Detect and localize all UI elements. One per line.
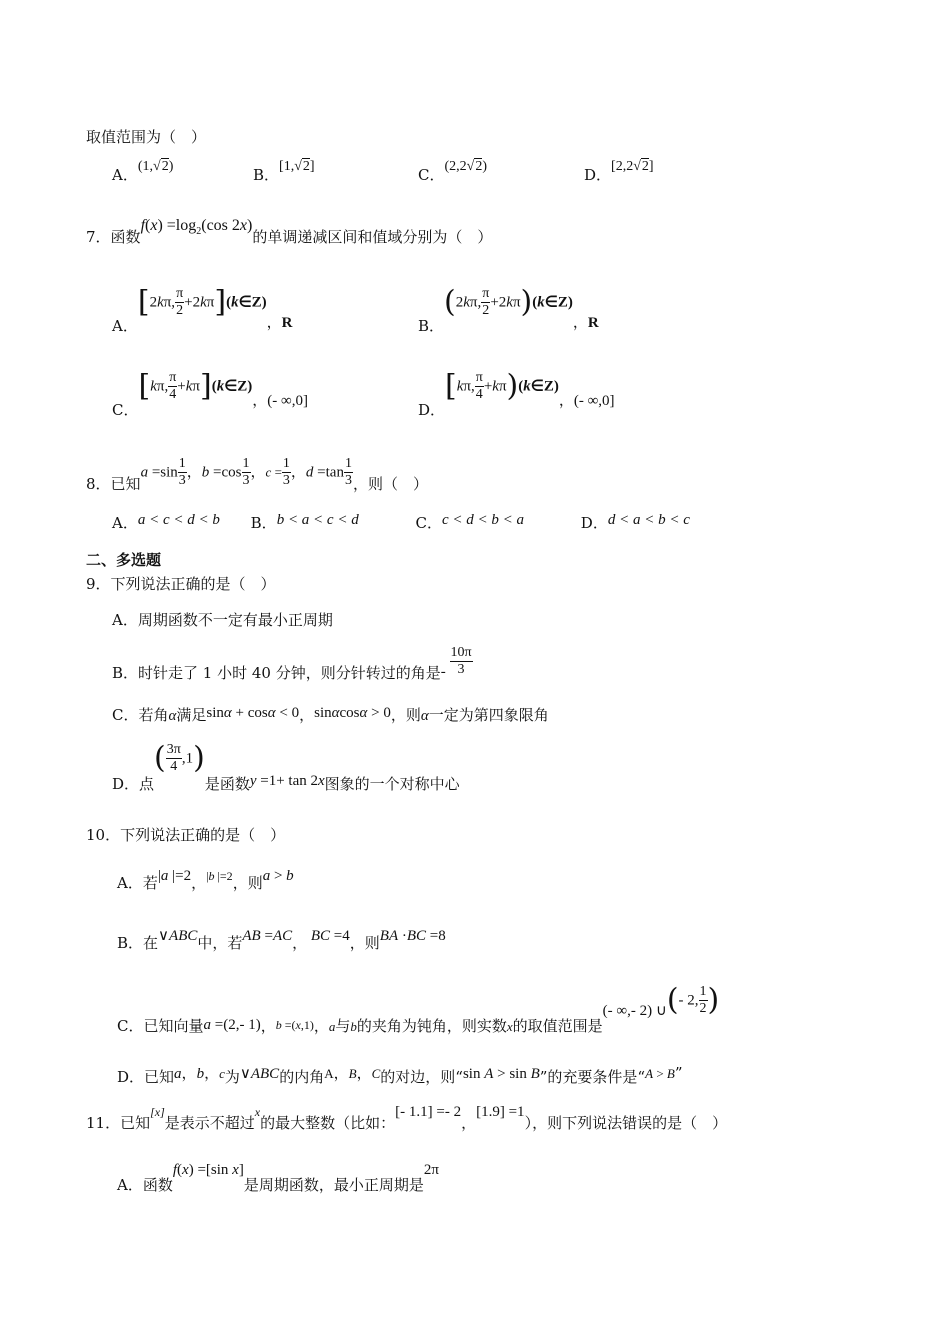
q8-stem: 8．已知a =sin $\frac{1}{3}$ ，b =cos $\frac{1}{3}$ ，c = $\frac{1}{3}$ ，d =tan $\frac{1}{3}$ ，则（ ）: [86, 456, 428, 493]
q9-stem: 9．下列说法正确的是（ ）: [86, 575, 276, 593]
q6-option-d: D．[2,2√2]: [584, 159, 654, 184]
q7-option-c: C．[kπ, $\frac{\pi}{4}$ +kπ](k∈Z)，(- ∞,0]: [112, 368, 308, 419]
q7-option-d: D．[kπ, $\frac{\pi}{4}$ +kπ)(k∈Z)，(- ∞,0]: [418, 368, 615, 419]
q8-options: A．a < c < d < b B．b < a < c < d C．c < d < b < a D．d < a < b < c: [112, 512, 690, 532]
q10-option-b: B．在∨ABC中，若AB =AC， BC =4，则BA ·BC =8: [117, 928, 446, 952]
q6-tail: 取值范围为（ ）: [86, 128, 207, 146]
section-title: 二、多选题: [86, 551, 162, 569]
q11-option-a: A．函数f(x) =[sin x]是周期函数，最小正周期是2π: [117, 1162, 439, 1194]
q6-option-a: A．(1,√2): [112, 159, 174, 184]
q10-option-d: D．已知a，b，c为∨ABC的内角A，B，C的对边，则“sin A > sin B”的充要条件是“A > B”: [117, 1064, 683, 1086]
q10-option-a: A．若|a |=2，|b |=2，则a > b: [117, 868, 294, 892]
q9-option-b: B．时针走了 1 小时 40 分钟，则分针转过的角是- $\frac{10\pi}{3}$: [112, 645, 472, 682]
q10-stem: 10．下列说法正确的是（ ）: [86, 826, 286, 844]
q11-stem: 11．已知[x]是表示不超过x的最大整数（比如：[- 1.1] =- 2，[1.9] =1），则下列说法错误的是（ ）: [86, 1104, 728, 1132]
q6-option-c: C．(2,2√2): [418, 159, 488, 184]
q6-option-b: B．[1,√2]: [253, 159, 315, 184]
q9-option-a: A．周期函数不一定有最小正周期: [112, 611, 333, 629]
q7-stem: 7．函数$f(x) =\log_2(\cos$ 2x)的单调递减区间和值域分别为（ ）: [86, 217, 493, 246]
q9-option-d: D．点( $\frac{3\pi}{4}$ ,1)是函数y =1+ tan 2x图象的一个对称中心: [112, 740, 460, 793]
q9-option-c: C．若角α满足sinα + cosα < 0，sinαcosα > 0，则α一定为第四象限角: [112, 705, 549, 724]
q7-option-b: B．(2kπ, $\frac{\pi}{2}$ +2kπ)(k∈Z)，R: [418, 284, 599, 335]
q7-option-a: A．[2kπ, $\frac{\pi}{2}$ +2kπ](k∈Z)，R: [112, 284, 293, 335]
q10-option-c: C．已知向量a =(2,- 1)，$_{b =(x,1)}$，a与b的夹角为钝角，则实数x的取值范围是(- ∞,- 2) ∪(- 2, $\frac{1}{2}$ ): [117, 982, 720, 1035]
